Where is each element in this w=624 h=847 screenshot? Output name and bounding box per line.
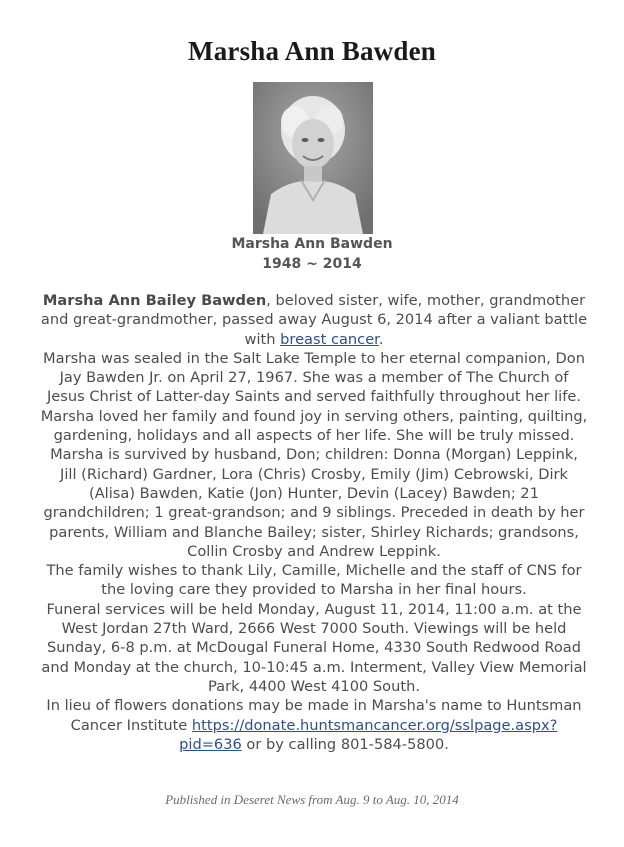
services-paragraph: Funeral services will be held Monday, August 11, 2014, 11:00 a.m. at the West Jordan 27th Ward, 2666 West 7000 South. Viewings will be held Sunday, 6-8 p.m. at McDougal Funeral Home, 4330 South Redwood Road and Monday at the church, 10-10:45 a.m. Interment, Valley View Memorial Park, 4400 West 4100 South. (41, 600, 587, 695)
full-name: Marsha Ann Bailey Bawden (42, 292, 267, 309)
biography-paragraph: Marsha was sealed in the Salt Lake Temple to her eternal companion, Don Jay Bawden Jr. on April 27, 1967. She was a member of The Church of Jesus Christ of Latter-day Saints and served faithfully throughout her life. Marsha loved her family and found joy in serving others, painting, quilting, gardening, holidays and all aspects of her life. She will be truly missed. (40, 349, 588, 445)
obituary-body (40, 291, 588, 754)
intro-text: , beloved sister, wife, mother, grandmother and great-grandmother, passed away August 6, 2014 after a valiant battle with (40, 292, 588, 348)
portrait-photo (253, 82, 373, 234)
donations-text: In lieu of flowers donations may be made in Marsha's name to Huntsman Cancer Institute (46, 697, 582, 734)
publication-note: Published in Deseret News from Aug. 9 to Aug. 10, 2014 (165, 792, 459, 807)
donations-end: or by calling 801-584-5800. (241, 735, 449, 753)
photo-caption-name: Marsha Ann Bawden (231, 236, 393, 252)
breast-cancer-link[interactable]: breast cancer (280, 330, 379, 348)
survivors-paragraph: Marsha is survived by husband, Don; children: Donna (Morgan) Leppink, Jill (Richard) Gardner, Lora (Chris) Crosby, Emily (Jim) Cebrowski, Dirk (Alisa) Bawden, Katie (Jon) Hunter, Devin (Lacey) Bawden; 21 grandchildren; 1 great-grandson; and 9 siblings. Preceded in death by her parents, William and Blanche Bailey; sister, Shirley Richards; grandsons, Collin Crosby and Andrew Leppink. (43, 446, 585, 560)
portrait-image (253, 82, 373, 234)
intro-end: . (378, 330, 384, 348)
donations-paragraph (40, 696, 588, 754)
donation-link[interactable]: https://donate.huntsmancancer.org/sslpage.aspx?pid=636 (179, 716, 558, 753)
page-title: Marsha Ann Bawden (188, 36, 436, 66)
photo-caption-years: 1948 ~ 2014 (262, 256, 362, 272)
thanks-paragraph: The family wishes to thank Lily, Camille, Michelle and the staff of CNS for the loving care they provided to Marsha in her final hours. (46, 562, 582, 599)
intro-paragraph (40, 291, 588, 349)
